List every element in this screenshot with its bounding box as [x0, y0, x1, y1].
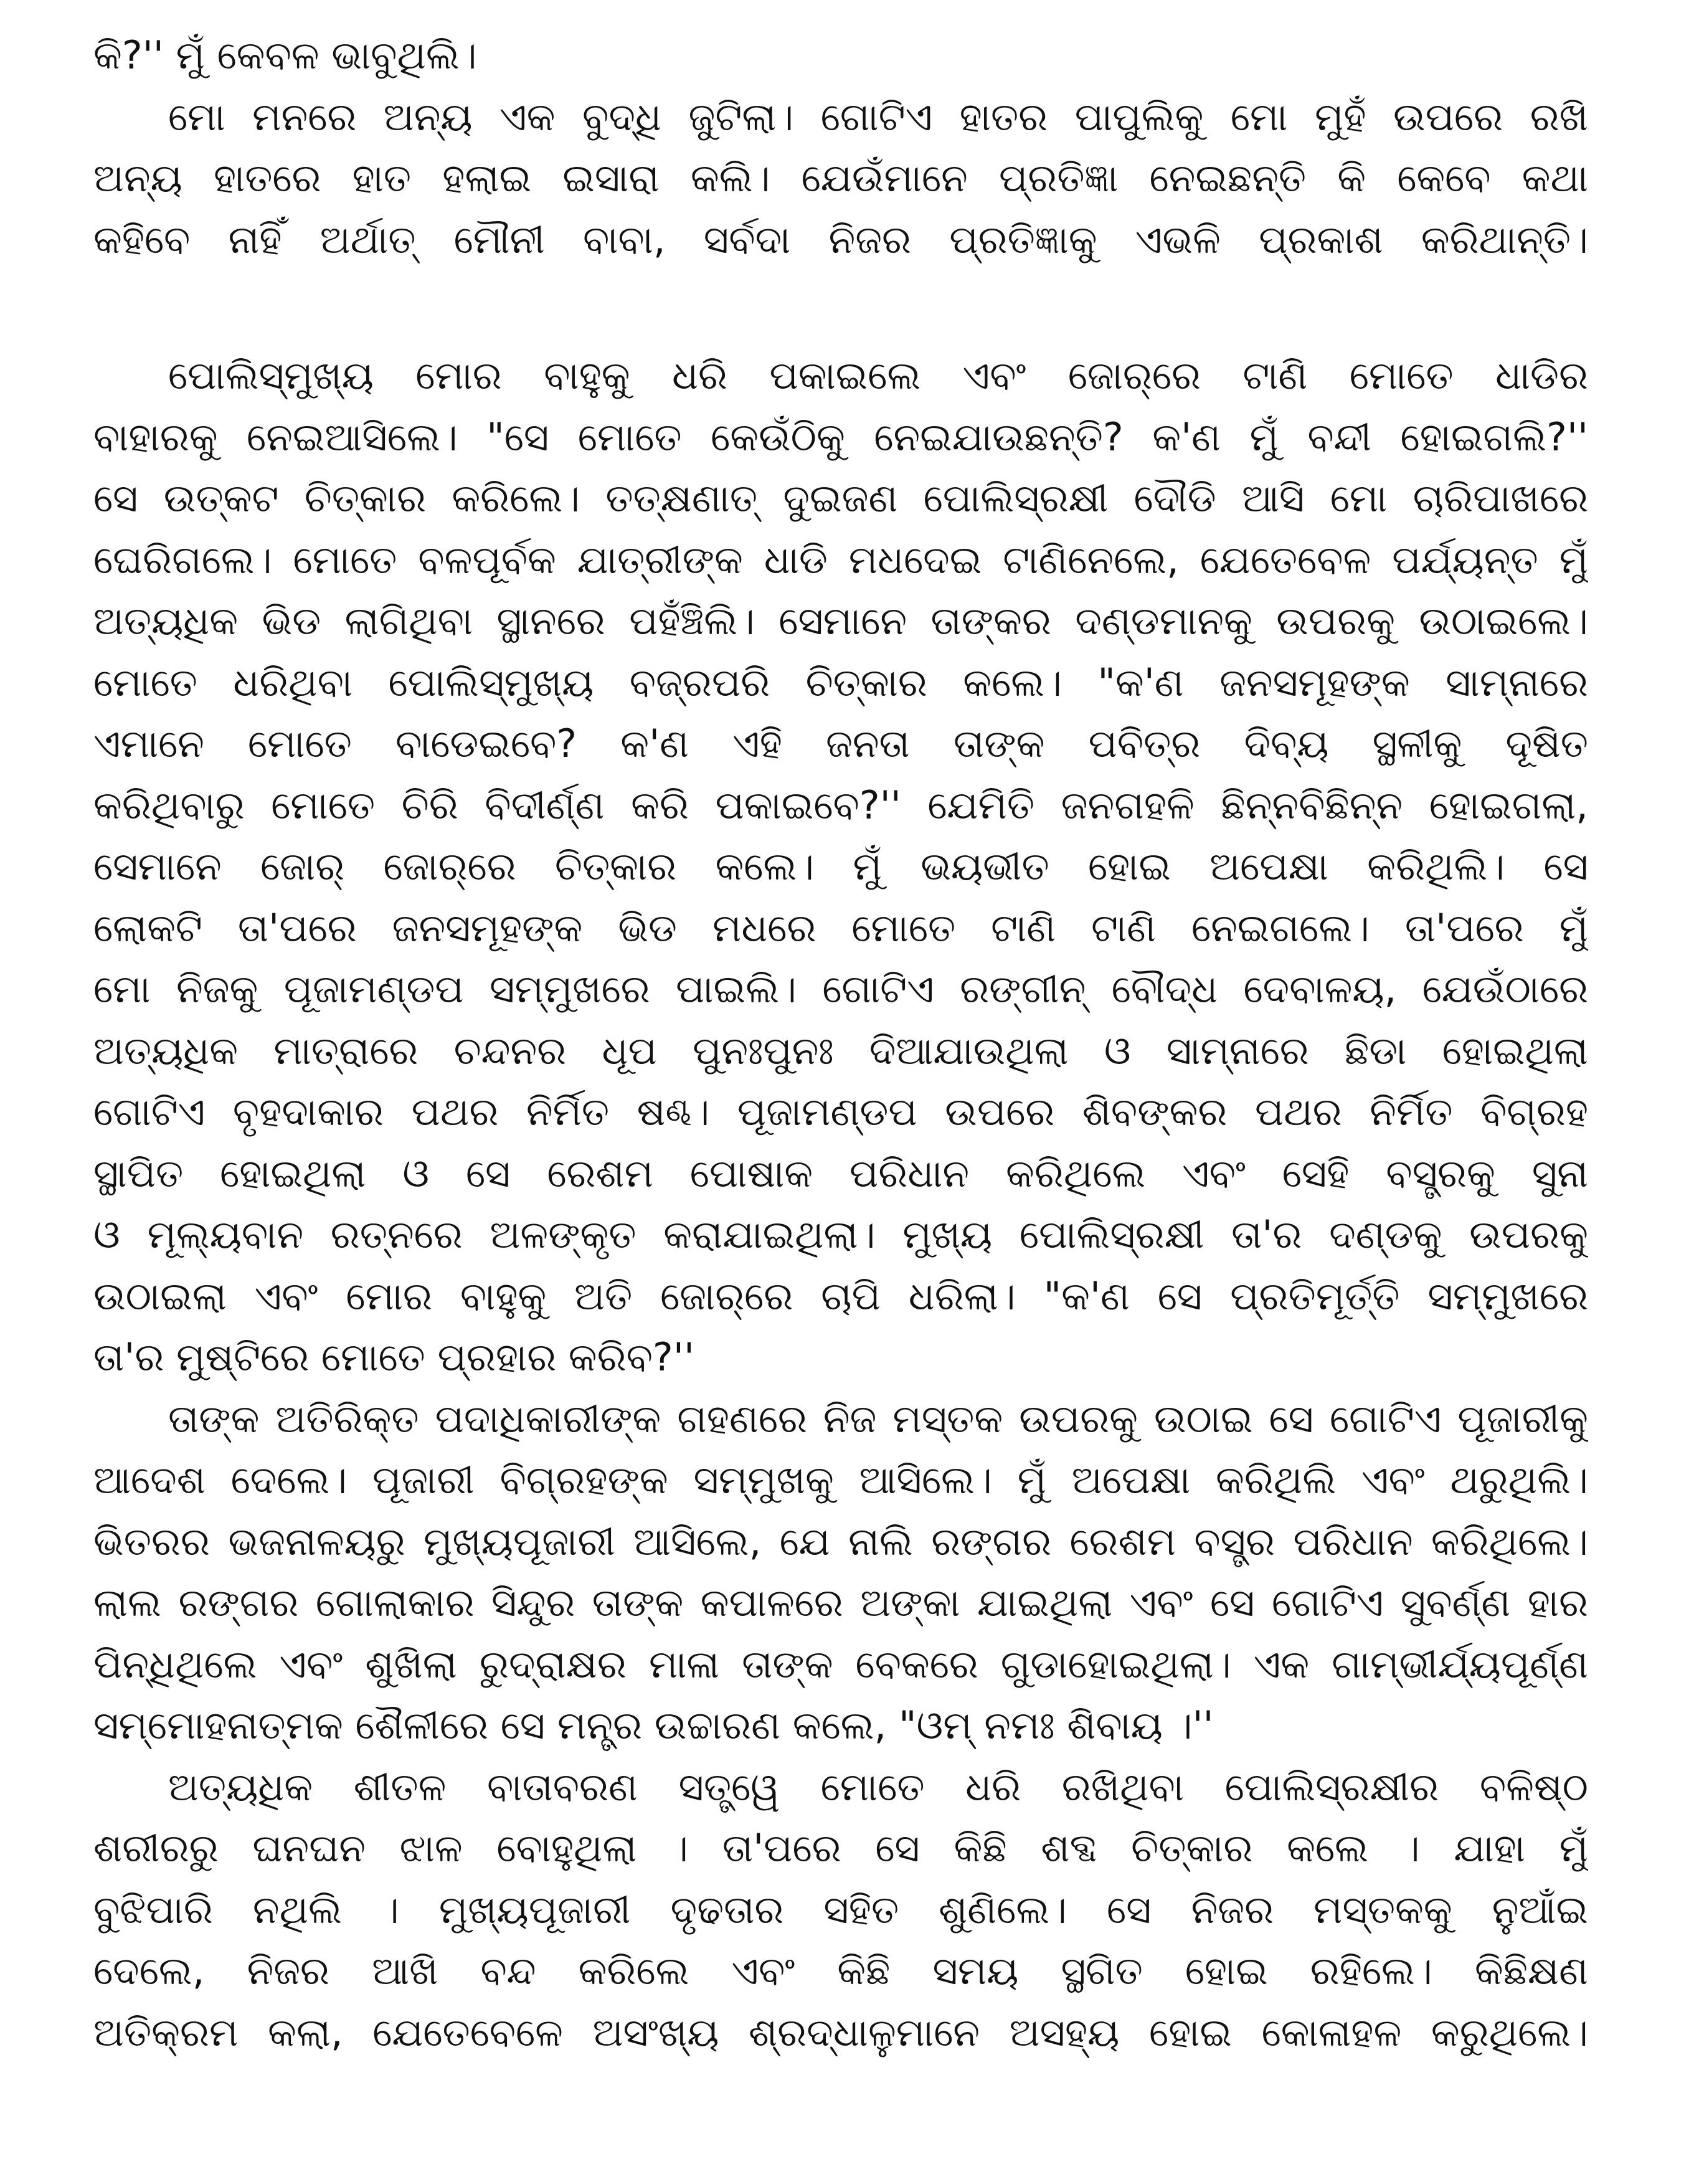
text-line: ବୁଝିପାରି ନଥିଲି । ମୁଖ୍ୟପୂଜାରୀ ଦୃଢତାର ସହିତ ଶୁଣିଲେ। ସେ ନିଜର ମସ୍ତକକୁ ନୁଆଁଇ [93, 1886, 1588, 1932]
text-line: ଗୋଟିଏ ବୃହଦାକାର ପଥର ନିର୍ମିତ ଷଣ୍ଢ। ପୂଜାମଣ୍ଡପ ଉପରେ ଶିବଙ୍କର ପଥର ନିର୍ମିତ ବିଗ୍ରହ [93, 1089, 1588, 1134]
text-line: ମୋତେ ଧରିଥିବା ପୋଲିସ୍‌ମୁଖ୍ୟ ବଜ୍ରପରି ଚିତ୍କାର କଲେ। "କ'ଣ ଜନସମୂହଙ୍କ ସାମ୍ନାରେ [93, 659, 1588, 705]
text-line: କରିଥିବାରୁ ମୋତେ ଚିରି ବିଦୀର୍ଣ୍ଣ କରି ପକାଇବେ?'' ଯେମିତି ଜନଗହଳି ଛିନ୍ନବିଛିନ୍ନ ହୋଇଗଲା, [93, 782, 1588, 828]
text-line: ତାଙ୍କ ଅତିରିକ୍ତ ପଦାଧିକାରୀଙ୍କ ଗହଣରେ ନିଜ ମସ୍ତକ ଉପରକୁ ଉଠାଇ ସେ ଗୋଟିଏ ପୂଜାରୀକୁ [168, 1395, 1588, 1441]
text-line: ଲାଲ ରଙ୍ଗର ଗୋଲାକାର ସିନ୍ଦୁର ତାଙ୍କ କପାଳରେ ଅଙ୍କା ଯାଇଥିଲା ଏବଂ ସେ ଗୋଟିଏ ସୁବର୍ଣ୍ଣ ହାର [93, 1580, 1588, 1625]
text-line: ମୋ ନିଜକୁ ପୂଜାମଣ୍ଡପ ସମ୍ମୁଖରେ ପାଇଲି। ଗୋଟିଏ ରଙ୍ଗୀନ୍ ବୌଦ୍ଧ ଦେବାଳୟ, ଯେଉଁଠାରେ [93, 966, 1588, 1012]
text-line: ମୋ ମନରେ ଅନ୍ୟ ଏକ ବୁଦ୍ଧି ଜୁଟିଲା। ଗୋଟିଏ ହାତର ପାପୁଲିକୁ ମୋ ମୁହଁ ଉପରେ ରଖି [168, 93, 1588, 140]
document-page [93, 25, 1588, 2063]
text-line: ସ୍ଥାପିତ ହୋଇଥିଲା ଓ ସେ ରେଶମ ପୋଷାକ ପରିଧାନ କରିଥିଲେ ଏବଂ ସେହି ବସ୍ତ୍ରକୁ ସୁନା [93, 1150, 1588, 1196]
text-line: ପୋଲିସ୍‌ମୁଖ୍ୟ ମୋର ବାହୁକୁ ଧରି ପକାଇଲେ ଏବଂ ଜୋର୍‌ରେ ଟାଣି ମୋତେ ଧାଡିର [168, 353, 1588, 398]
text-line: ତା'ର ମୁଷ୍ଟିରେ ମୋତେ ପ୍ରହାର କରିବ?'' [93, 1334, 694, 1380]
text-line: ଭିତରର ଭଜନାଳୟରୁ ମୁଖ୍ୟପୂଜାରୀ ଆସିଲେ, ଯେ ନାଲି ରଙ୍ଗର ରେଶମ ବସ୍ତ୍ର ପରିଧାନ କରିଥିଲେ। [93, 1518, 1588, 1564]
text-line: ବାହାରକୁ ନେଇଆସିଲେ। "ସେ ମୋତେ କେଉଁଠିକୁ ନେଇଯାଉଛନ୍ତି? କ'ଣ ମୁଁ ବନ୍ଦୀ ହୋଇଗଲି?'' [93, 414, 1588, 460]
text-line: ସେ ଉତ୍କଟ ଚିତ୍କାର କରିଲେ। ତତ୍‌କ୍ଷଣାତ୍ ଦୁଇଜଣ ପୋଲିସ୍‌ରକ୍ଷୀ ଦୌଡି ଆସି ମୋ ଚାରିପାଖରେ [93, 475, 1588, 521]
text-line: ଲୋକଟି ତା'ପରେ ଜନସମୂହଙ୍କ ଭିଡ ମଧରେ ମୋତେ ଟାଣି ଟାଣି ନେଇଗଲେ। ତା'ପରେ ମୁଁ [93, 904, 1588, 951]
text-line: କି?'' ମୁଁ କେବଳ ଭାବୁଥିଲି। [93, 32, 477, 78]
text-line: ଓ ମୂଲ୍ୟବାନ ରତ୍ନରେ ଅଳଙ୍କୃତ କରାଯାଇଥିଲା। ମୁଖ୍ୟ ପୋଲିସ୍‌ରକ୍ଷୀ ତା'ର ଦଣ୍ଡକୁ ଉପରକୁ [93, 1212, 1588, 1257]
paragraph-2 [93, 87, 1588, 271]
paragraph-3 [93, 345, 1588, 1389]
text-line: ପିନ୍ଧିଥିଲେ ଏବଂ ଶୁଖିଲା ରୁଦ୍ରାକ୍ଷର ମାଳା ତାଙ୍କ ବେକରେ ଗୁଡାହୋଇଥିଲା। ଏକ ଗାମ୍ଭୀର୍ଯ୍ୟପୂର୍ଣ୍ଣ [93, 1641, 1588, 1687]
text-line: ଅନ୍ୟ ହାତରେ ହାତ ହଲାଇ ଇସାରା କଲି। ଯେଉଁମାନେ ପ୍ରତିଜ୍ଞା ନେଇଛନ୍ତି କି କେବେ କଥା [93, 155, 1588, 201]
text-line: ଅତ୍ୟଧିକ ମାତ୍ରାରେ ଚନ୍ଦନର ଧୂପ ପୁନଃପୁନଃ ଦିଆଯାଉଥିଲା ଓ ସାମ୍ନାରେ ଛିଡା ହୋଇଥିଲା [93, 1027, 1588, 1073]
text-line: ଏମାନେ ମୋତେ ବାଡେଇବେ? କ'ଣ ଏହି ଜନତା ତାଙ୍କ ପବିତ୍ର ଦିବ୍ୟ ସ୍ଥଳୀକୁ ଦୂଷିତ [93, 721, 1588, 766]
text-line: କହିବେ ନାହିଁ ଅର୍ଥାତ୍ ମୌନୀ ବାବା, ସର୍ବଦା ନିଜର ପ୍ରତିଜ୍ଞାକୁ ଏଭଳି ପ୍ରକାଶ କରିଥାନ୍ତି। [93, 216, 1588, 262]
text-line: ଉଠାଇଲା ଏବଂ ମୋର ବାହୁକୁ ଅତି ଜୋର୍‌ରେ ଚାପି ଧରିଲା। "କ'ଣ ସେ ପ୍ରତିମୂର୍ତ୍ତି ସମ୍ମୁଖରେ [93, 1273, 1588, 1319]
paragraph-5 [93, 1757, 1588, 2064]
text-line: ଦେଲେ, ନିଜର ଆଖି ବନ୍ଦ କରିଲେ ଏବଂ କିଛି ସମୟ ସ୍ଥଗିତ ହୋଇ ରହିଲେ। କିଛିକ୍ଷଣ [93, 1948, 1588, 1993]
text-line: ସମ୍ମୋହନାତ୍ମକ ଶୈଳୀରେ ସେ ମନ୍ତ୍ର ଉଚ୍ଚାରଣ କଲେ, "ଓମ୍ ନମଃ ଶିବାୟ ।'' [93, 1702, 1214, 1748]
text-line: ଘେରିଗଲେ। ମୋତେ ବଳପୂର୍ବକ ଯାତ୍ରୀଙ୍କ ଧାଡି ମଧଦେଇ ଟାଣିନେଲେ, ଯେତେବେଳ ପର୍ଯ୍ୟନ୍ତ ମୁଁ [93, 536, 1588, 582]
text-line: ଆଦେଶ ଦେଲେ। ପୂଜାରୀ ବିଗ୍ରହଙ୍କ ସମ୍ମୁଖକୁ ଆସିଲେ। ମୁଁ ଅପେକ୍ଷା କରିଥିଲି ଏବଂ ଥରୁଥିଲି। [93, 1457, 1588, 1503]
text-line: ଅତ୍ୟଧିକ ଭିଡ ଲାଗିଥିବା ସ୍ଥାନରେ ପହଁଞ୍ଚିଲି। ସେମାନେ ତାଙ୍କର ଦଣ୍ଡମାନକୁ ଉପରକୁ ଉଠାଇଲେ। [93, 598, 1588, 643]
text-line: ଶରୀରରୁ ଘନଘନ ଝାଳ ବୋହୁଥିଲା । ତା'ପରେ ସେ କିଛି ଶବ୍ଦ ଚିତ୍କାର କଲେ । ଯାହା ମୁଁ [93, 1825, 1588, 1871]
text-line: ସେମାନେ ଜୋର୍ ଜୋର୍‌ରେ ଚିତ୍କାର କଲେ। ମୁଁ ଭୟଭୀତ ହୋଇ ଅପେକ୍ଷା କରିଥିଲି। ସେ [93, 843, 1588, 889]
text-line: ଅତିକ୍ରମ କଲା, ଯେତେବେଳେ ଅସଂଖ୍ୟ ଶ୍ରଦ୍ଧାଳୁମାନେ ଅସହ୍ୟ ହୋଇ କୋଳାହଳ କରୁଥିଲେ। [93, 2009, 1588, 2055]
paragraph-4 [93, 1389, 1588, 1757]
text-line: ଅତ୍ୟଧିକ ଶୀତଳ ବାତାବରଣ ସତ୍ତ୍ୱେ ମୋତେ ଧରି ରଖିଥିବା ପୋଲିସ୍‌ରକ୍ଷୀର ବଳିଷ୍ଠ [168, 1764, 1588, 1810]
paragraph-1 [93, 25, 1588, 87]
